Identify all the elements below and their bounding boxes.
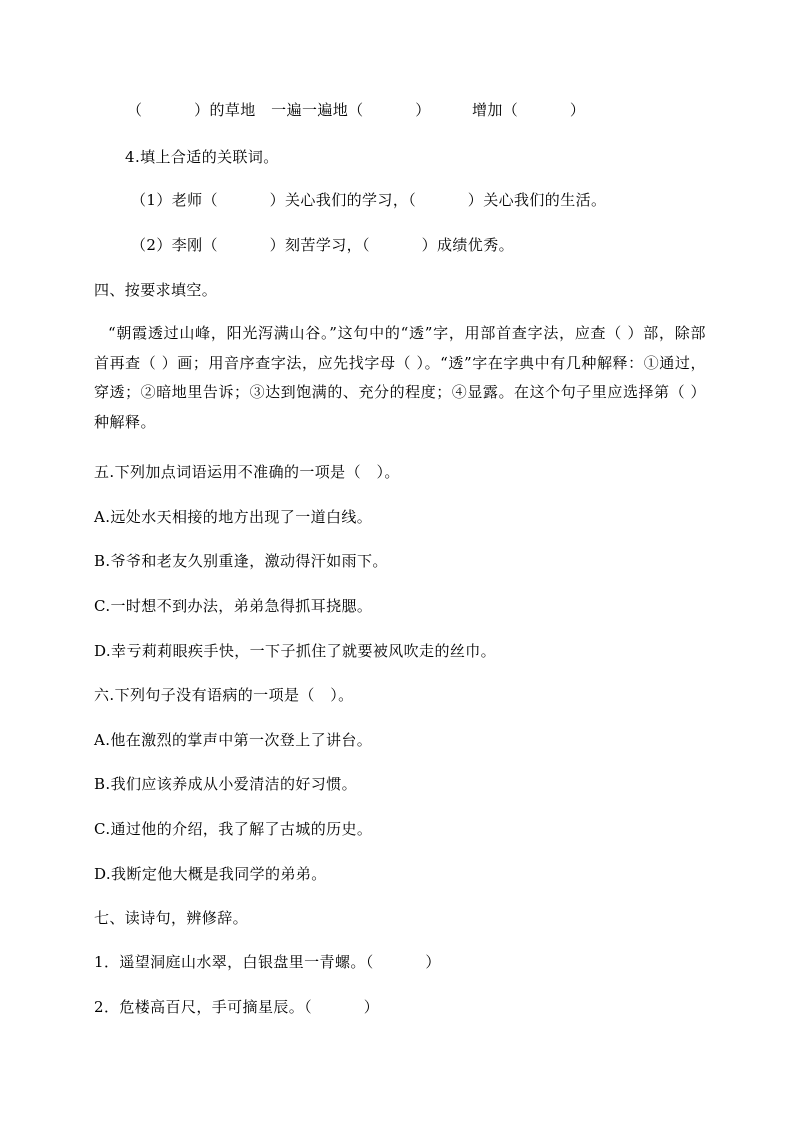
section-7-item-1: 1．遥望洞庭山水翠，白银盘里一青螺。（ ） <box>94 953 441 971</box>
section-7-heading: 七、读诗句，辨修辞。 <box>94 909 249 927</box>
section-5-option-d: D.幸亏莉莉眼疾手快，一下子抓住了就要被风吹走的丝巾。 <box>94 642 497 660</box>
q4-item-1: （1）老师（ ）关心我们的学习，（ ）关心我们的生活。 <box>131 191 607 209</box>
section-6-option-b: B.我们应该养成从小爱清洁的好习惯。 <box>94 775 357 793</box>
section-4-paragraph: “朝霞透过山峰，阳光泻满山谷。”这句中的“透”字，用部首查字法，应查（ ）部，除部首再查（ ）画；用音序查字法，应先找字母（ ）。“透”字在字典中有几种解释：①通过，穿透；②暗地里告诉；③达到饱满的、充分的程度；④显露。在这个句子里应选择第（ ）种解释。 <box>94 324 706 431</box>
section-6-heading: 六.下列句子没有语病的一项是（ ）。 <box>94 686 354 704</box>
q4-title: 4.填上合适的关联词。 <box>125 148 279 166</box>
q3-word-fill-line: （ ）的草地 一遍一遍地（ ） 增加（ ） <box>127 101 586 119</box>
section-7-item-2: 2．危楼高百尺，手可摘星辰。（ ） <box>94 998 380 1016</box>
section-5-option-a: A.远处水天相接的地方出现了一道白线。 <box>94 508 373 526</box>
section-4-heading: 四、按要求填空。 <box>94 281 218 299</box>
section-5-option-c: C.一时想不到办法，弟弟急得抓耳挠腮。 <box>94 597 373 615</box>
q4-item-2: （2）李刚（ ）刻苦学习，（ ）成绩优秀。 <box>131 236 515 254</box>
section-5-heading: 五.下列加点词语运用不准确的一项是（ ）。 <box>94 463 400 481</box>
section-6-option-d: D.我断定他大概是我同学的弟弟。 <box>94 865 327 883</box>
section-5-option-b: B.爷爷和老友久别重逢，激动得汗如雨下。 <box>94 552 388 570</box>
section-6-option-c: C.通过他的介绍，我了解了古城的历史。 <box>94 820 373 838</box>
section-6-option-a: A.他在激烈的掌声中第一次登上了讲台。 <box>94 731 373 749</box>
